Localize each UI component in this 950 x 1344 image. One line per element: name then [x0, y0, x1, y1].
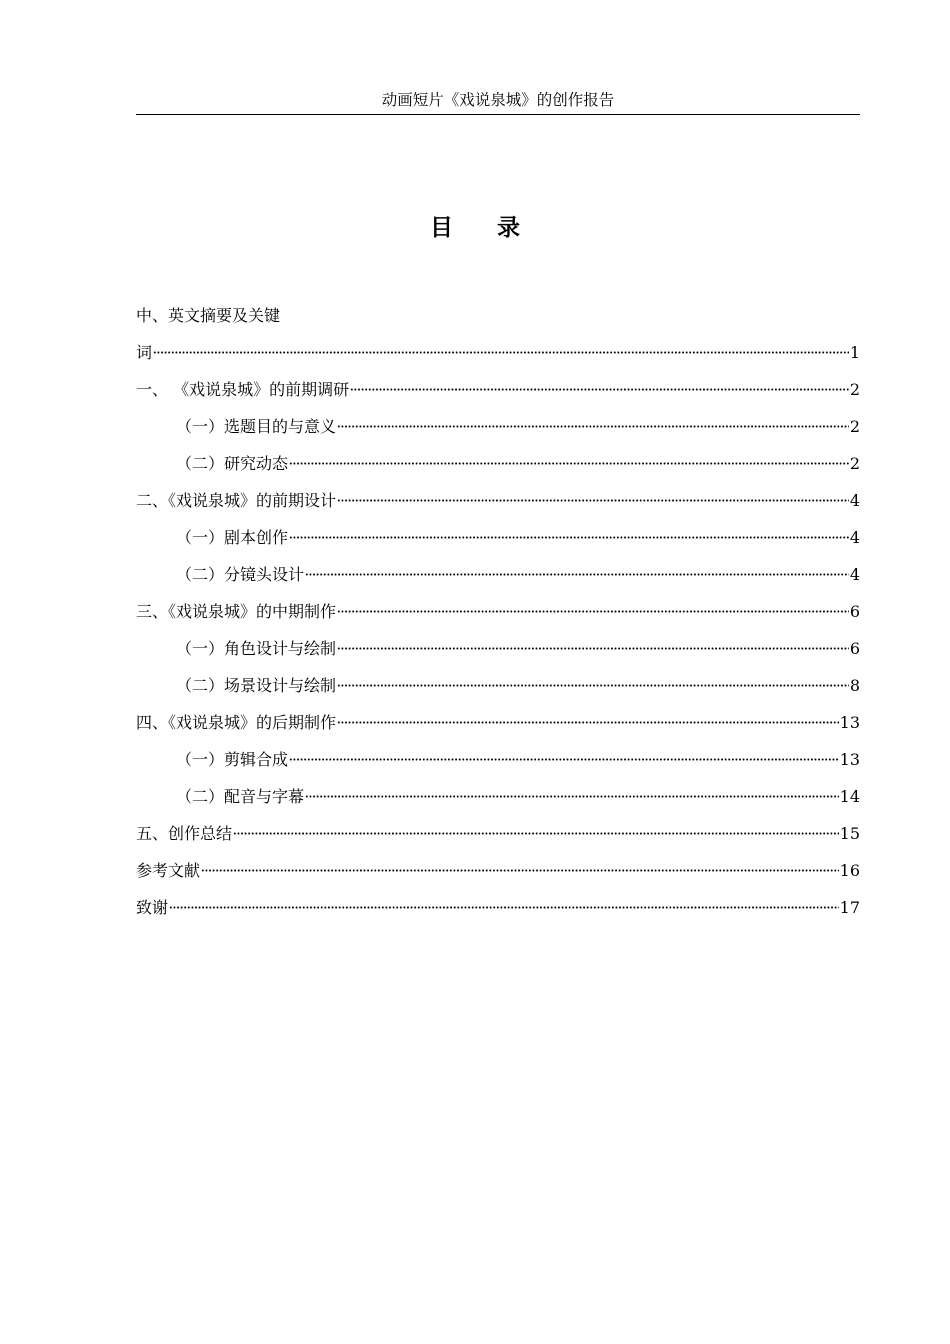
toc-entry[interactable] [136, 334, 860, 371]
toc-page-number: 13 [839, 713, 860, 732]
dot-leader [337, 610, 849, 613]
toc-page-number: 4 [849, 491, 860, 510]
toc-page-number: 13 [839, 750, 860, 769]
toc-page-number: 16 [839, 861, 860, 880]
table-of-contents [136, 297, 860, 926]
toc-entry-label: （一）剧本创作 [176, 528, 289, 547]
dot-leader [350, 388, 849, 391]
dot-leader [289, 758, 839, 761]
toc-entry[interactable] [136, 889, 860, 926]
toc-page-number: 2 [849, 417, 860, 436]
toc-page-number: 2 [849, 454, 860, 473]
toc-entry[interactable] [136, 704, 860, 741]
toc-entry-label: 二、《戏说泉城》的前期设计 [136, 491, 337, 510]
toc-entry-label: （二）配音与字幕 [176, 787, 305, 806]
toc-page-number: 1 [849, 343, 860, 362]
toc-entry[interactable] [136, 741, 860, 778]
toc-page-number: 6 [849, 639, 860, 658]
toc-page-number: 14 [839, 787, 860, 806]
running-title: 动画短片《戏说泉城》的创作报告 [381, 91, 615, 109]
toc-entry[interactable] [136, 593, 860, 630]
toc-entry[interactable] [136, 815, 860, 852]
toc-entry-label: （一）剪辑合成 [176, 750, 289, 769]
dot-leader [337, 425, 849, 428]
dot-leader [201, 869, 839, 872]
toc-page-number: 17 [839, 898, 860, 917]
toc-entry[interactable] [136, 482, 860, 519]
toc-entry-label: （二）分镜头设计 [176, 565, 305, 584]
toc-entry[interactable] [136, 445, 860, 482]
dot-leader [289, 462, 849, 465]
page-header [136, 88, 860, 115]
dot-leader [337, 499, 849, 502]
dot-leader [305, 795, 839, 798]
toc-entry-label: 四、《戏说泉城》的后期制作 [136, 713, 337, 732]
toc-page-number: 8 [849, 676, 860, 695]
dot-leader [337, 647, 849, 650]
dot-leader [289, 536, 849, 539]
toc-entry[interactable] [136, 630, 860, 667]
toc-entry[interactable] [136, 371, 860, 408]
toc-page-number: 15 [839, 824, 860, 843]
dot-leader [153, 351, 849, 354]
toc-entry-label: 五、创作总结 [136, 824, 233, 843]
toc-entry-label: 参考文献 [136, 861, 201, 880]
toc-entry[interactable] [136, 667, 860, 704]
dot-leader [233, 832, 839, 835]
dot-leader [337, 721, 839, 724]
toc-entry-label: 词 [136, 343, 153, 362]
toc-page-number: 4 [849, 528, 860, 547]
toc-page-number: 2 [849, 380, 860, 399]
toc-entry-label: 三、《戏说泉城》的中期制作 [136, 602, 337, 621]
toc-page-number: 4 [849, 565, 860, 584]
toc-entry[interactable] [136, 556, 860, 593]
dot-leader [169, 906, 839, 909]
toc-title-char: 目 [430, 215, 453, 241]
toc-entry[interactable] [136, 408, 860, 445]
toc-entry-label: （二）场景设计与绘制 [176, 676, 337, 695]
toc-entry[interactable] [136, 778, 860, 815]
dot-leader [305, 573, 849, 576]
toc-entry-label: 一、 《戏说泉城》的前期调研 [136, 380, 350, 399]
toc-entry-label: （一）角色设计与绘制 [176, 639, 337, 658]
toc-entry-label: （一）选题目的与意义 [176, 417, 337, 436]
dot-leader [337, 684, 849, 687]
toc-title-char: 录 [497, 215, 520, 241]
toc-entry[interactable] [136, 852, 860, 889]
toc-entry-label: 致谢 [136, 898, 169, 917]
toc-page-number: 6 [849, 602, 860, 621]
toc-entry[interactable] [136, 519, 860, 556]
toc-entry-label[interactable]: 中、英文摘要及关键 [136, 306, 281, 325]
toc-title [0, 210, 950, 246]
toc-entry-label: （二）研究动态 [176, 454, 289, 473]
